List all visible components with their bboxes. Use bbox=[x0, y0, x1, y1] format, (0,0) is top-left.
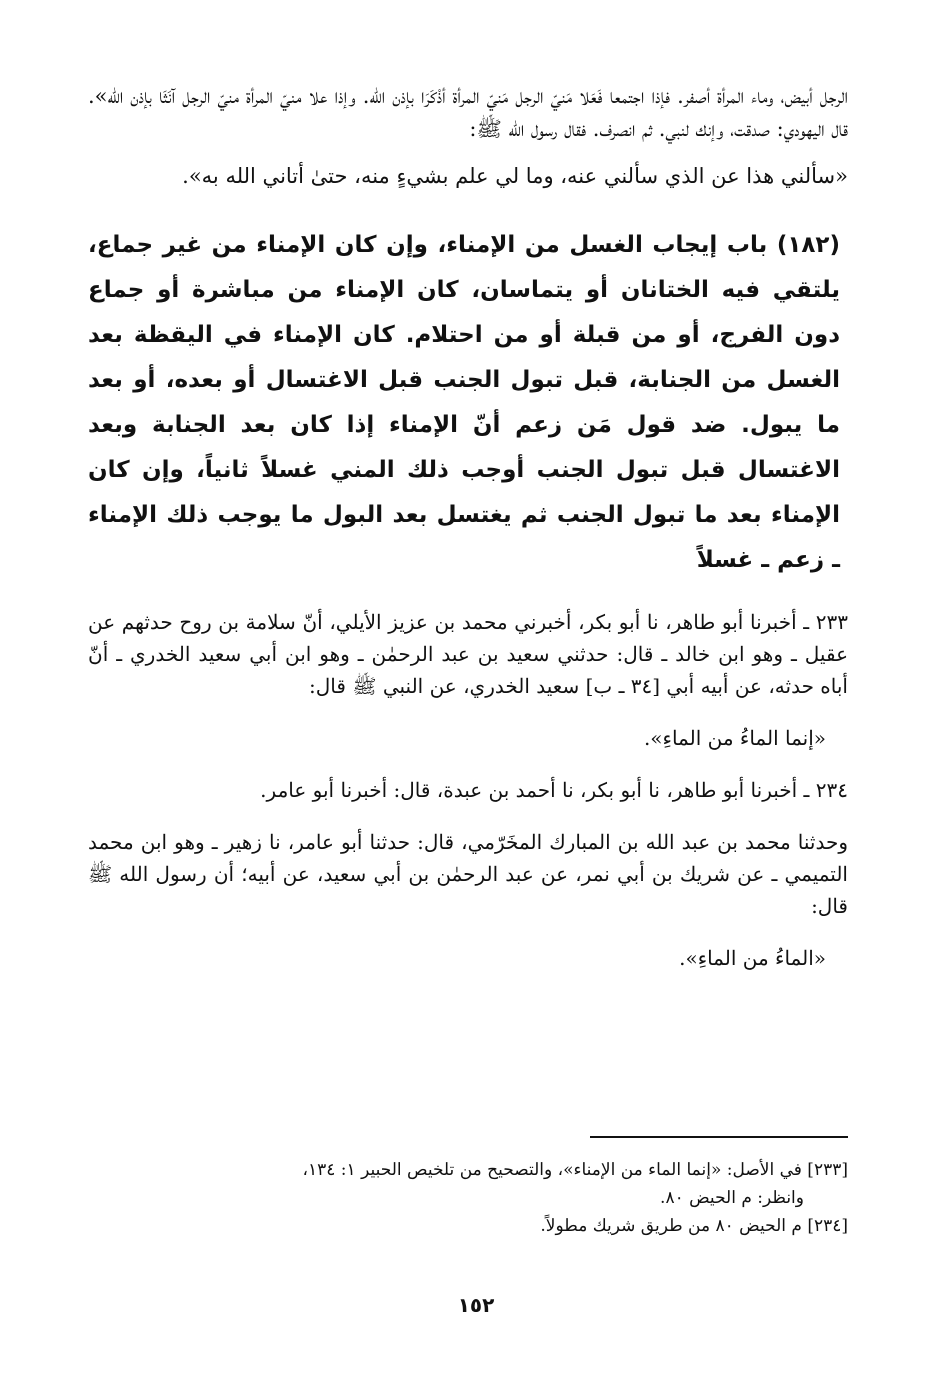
hadith-233-text: «إنما الماءُ من الماءِ». bbox=[643, 726, 826, 750]
footnote-233: [٢٣٣] في الأصل: «إنما الماء من الإمناء»، والتصحيح من تلخيص الحبير ١: ١٣٤، bbox=[302, 1160, 848, 1180]
footnotes bbox=[88, 1156, 848, 1240]
prophetic-quote: «سألني هذا عن الذي سألني عنه، وما لي علم بشيءٍ منه، حتىٰ أتاني الله به». bbox=[182, 164, 848, 188]
hadith-234-text: «الماءُ من الماءِ». bbox=[679, 946, 826, 970]
main-text bbox=[88, 72, 848, 994]
hadith-233: ٢٣٣ ـ أخبرنا أبو طاهر، نا أبو بكر، أخبرني محمد بن عزيز الأيلي، أنّ سلامة بن روح حدثهم عن عقيل ـ وهو ابن خالد ـ قال: حدثني سعيد بن عبد الرحمٰن ـ وهو ابن أبي سعيد الخدري ـ أنّ أباه حدثه، عن أبيه أبي [٣٤ ـ ب] سعيد الخدري، عن النبي ﷺ قال: bbox=[88, 610, 848, 698]
chapter-heading: (١٨٢) باب إيجاب الغسل من الإمناء، وإن كان الإمناء من غير جماع، يلتقي فيه الختانان أو يتماسان، كان الإمناء من مباشرة أو جماع دون الفرج، أو من قبلة أو من احتلام. كان الإمناء في اليقظة بعد الغسل من الجنابة، قبل تبول الجنب قبل الاغتسال أو بعده، أو بعد ما يبول. ضد قول مَن زعم أنّ الإمناء إذا كان بعد الجنابة وبعد الاغتسال قبل تبول الجنب أوجب ذلك المني غسلاً ثانياً، وإن كان الإمناء بعد ما تبول الجنب ثم يغتسل بعد البول ما يوجب ذلك الإمناء ـ زعم ـ غسلاً bbox=[88, 232, 840, 573]
footnote-234: [٢٣٤] م الحيض ٨٠ من طريق شريك مطولاً. bbox=[540, 1216, 848, 1236]
footnote-separator bbox=[590, 1136, 848, 1138]
hadith-234-chain-b: وحدثنا محمد بن عبد الله بن المبارك المخَرّمي، قال: حدثنا أبو عامر، نا زهير ـ وهو ابن محمد التميمي ـ عن شريك بن أبي نمر، عن عبد الرحمٰن بن أبي سعيد، عن أبيه؛ أن رسول الله ﷺ قال: bbox=[88, 830, 848, 918]
intro-paragraph: الرجل أبيض، وماء المرأة أصفر. فإذا اجتمعا فَعَلا مَنيّ الرجل مَنيّ المرأة أذْكَرَا بإذن الله. وإذا علا منيّ المرأة منيّ الرجل آنَثَا بإذن الله». قال اليهودي: صدقت، وإنك لنبي. ثم انصرف. فقال رسول الله ﷺ: bbox=[88, 84, 848, 141]
page-number: ١٥٢ bbox=[457, 1293, 495, 1317]
hadith-234-chain-a: ٢٣٤ ـ أخبرنا أبو طاهر، نا أبو بكر، نا أحمد بن عبدة، قال: أخبرنا أبو عامر. bbox=[260, 778, 848, 802]
footnote-233-continuation: وانظر: م الحيض ٨٠. bbox=[660, 1188, 804, 1208]
